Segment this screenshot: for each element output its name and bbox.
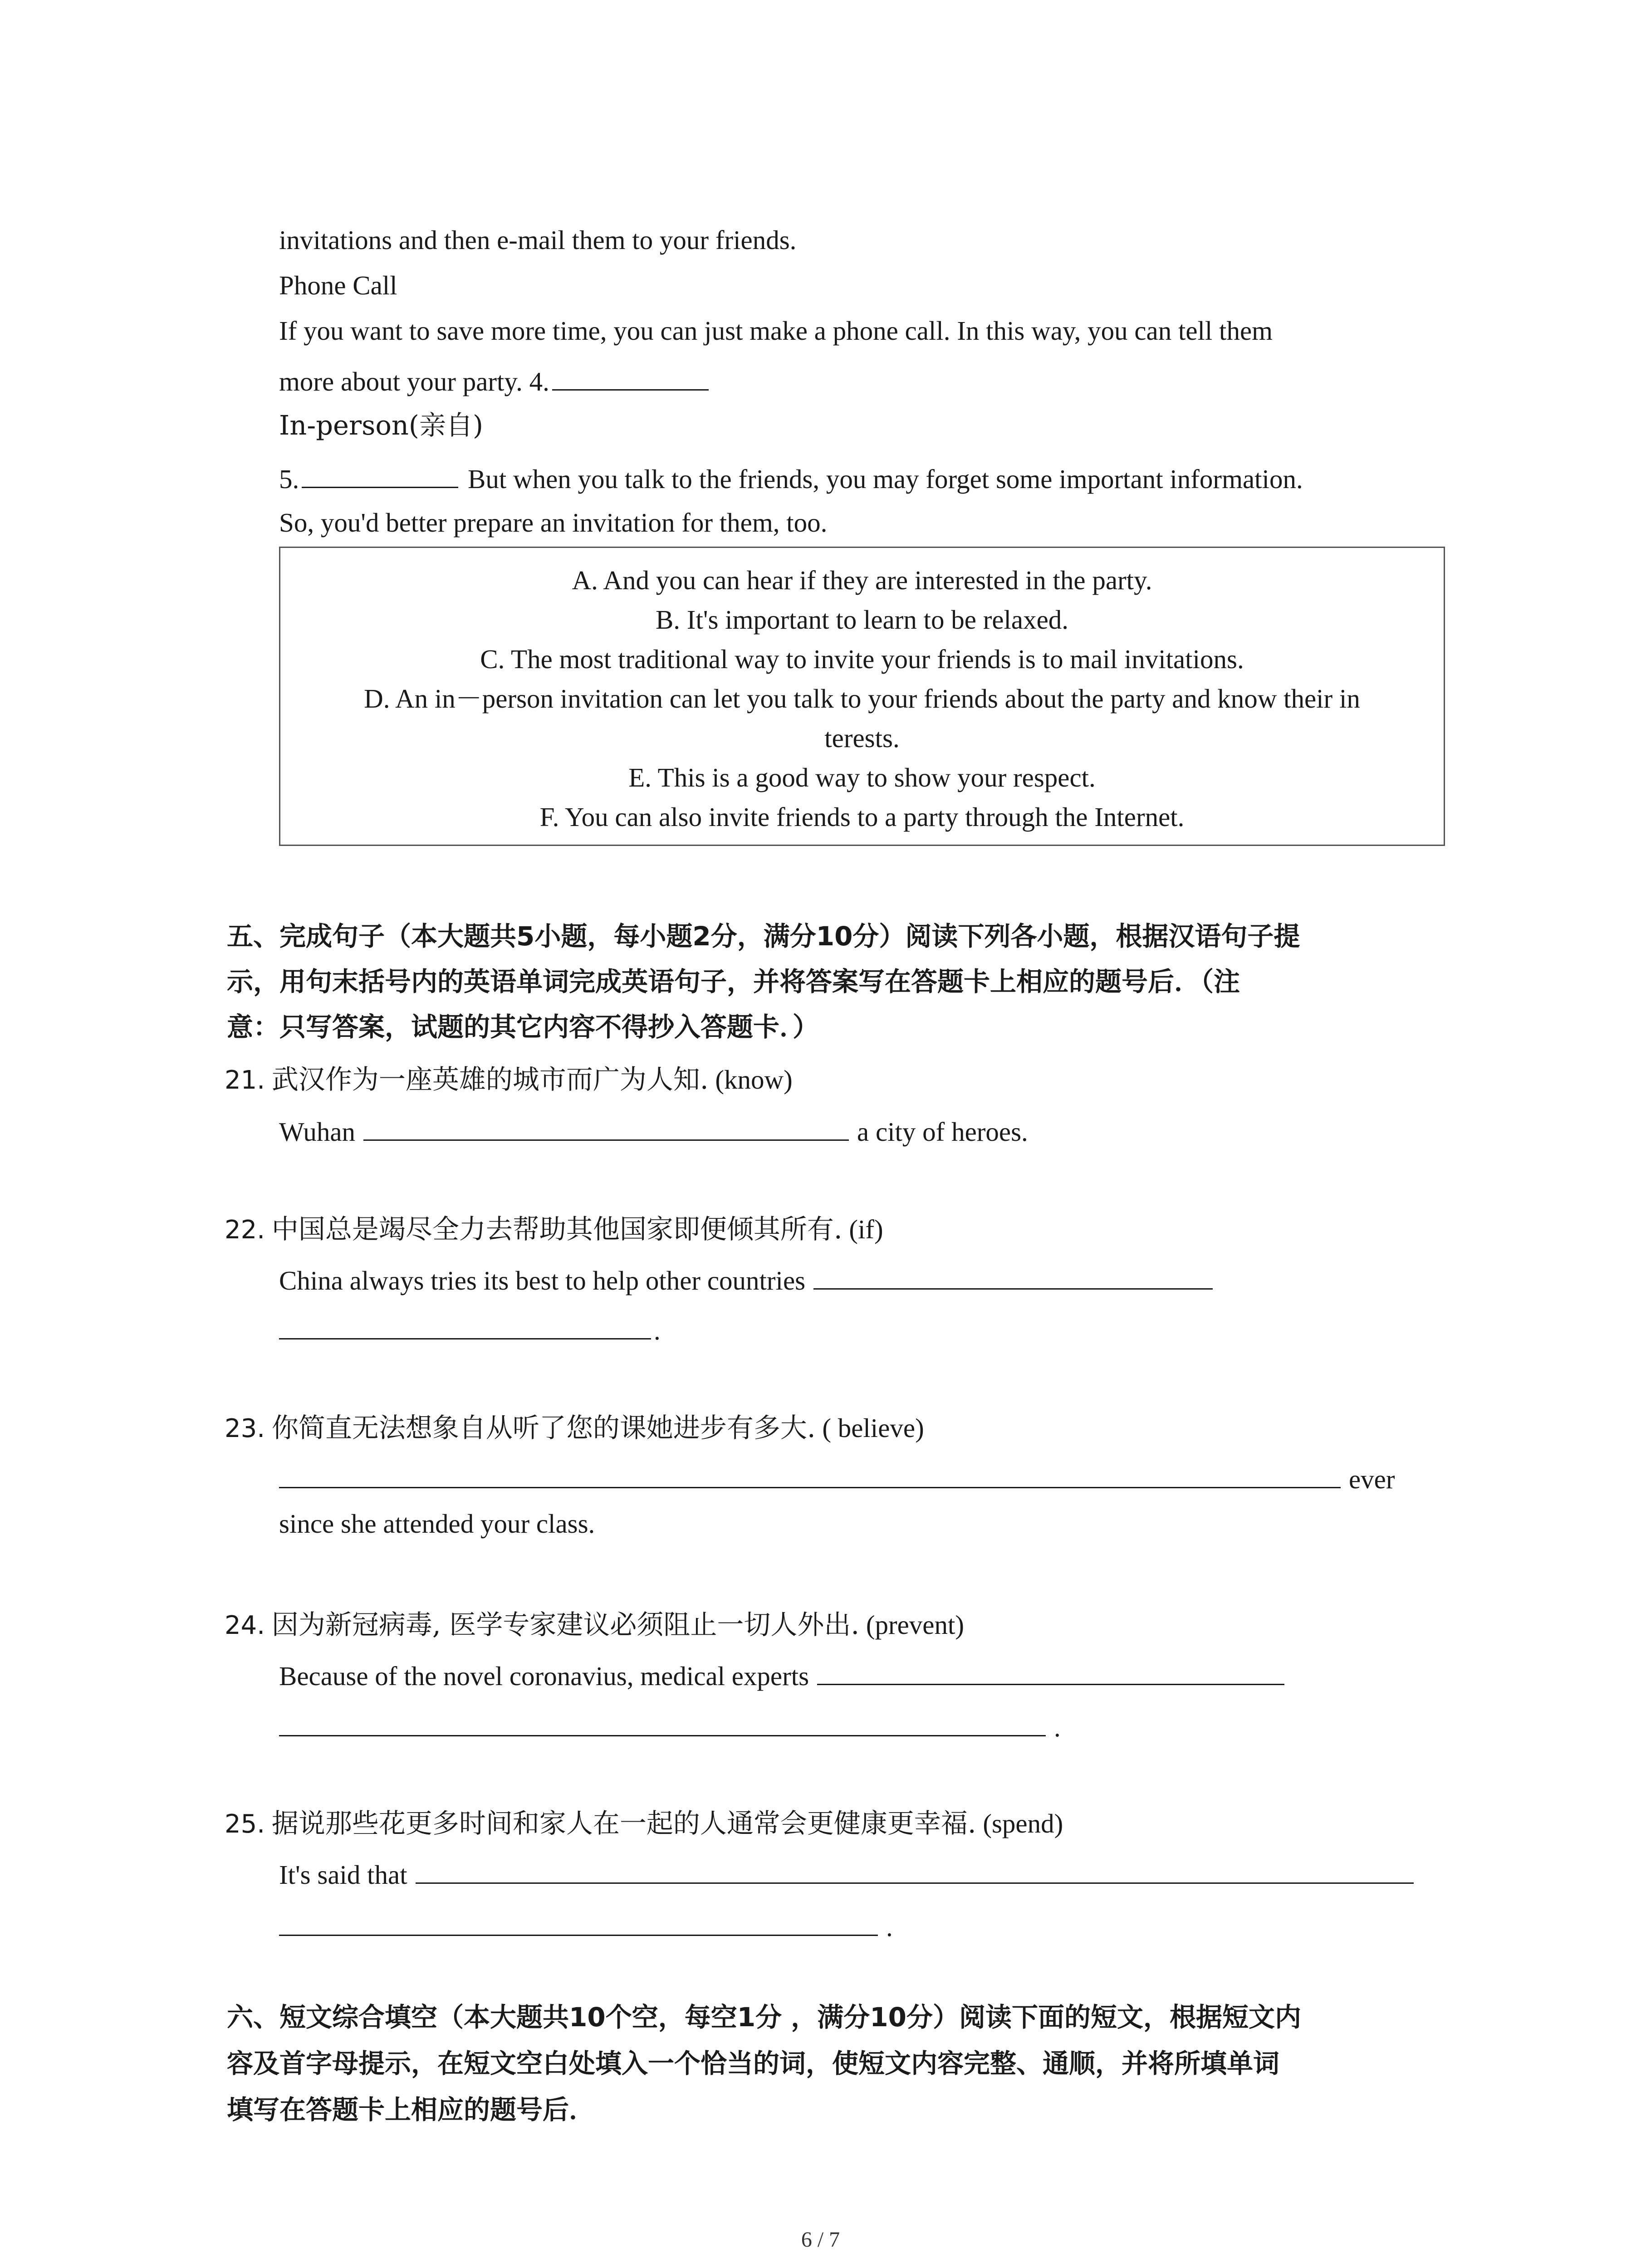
answer-blank-22a[interactable] — [813, 1266, 1213, 1290]
passage-line: So, you'd better prepare an invitation for them, too. — [279, 508, 828, 538]
section-5-instructions: 意：只写答案，试题的其它内容不得抄入答题卡．） — [227, 1012, 819, 1042]
section-5-instructions: 五、完成句子（本大题共5小题，每小题2分，满分10分）阅读下列各小题，根据汉语句子提 — [227, 921, 1300, 952]
question-22-answer-line — [279, 1266, 1215, 1294]
passage-line-q5 — [279, 464, 1303, 493]
section-6-instructions: 容及首字母提示，在短文空白处填入一个恰当的词，使短文内容完整、通顺，并将所填单词 — [227, 2048, 1280, 2079]
question-24-answer-line — [279, 1661, 1287, 1690]
question-21-answer-line — [279, 1117, 1028, 1145]
section-heading-in-person: In-person(亲自) — [279, 410, 483, 441]
keyword-hint: (know) — [708, 1065, 793, 1095]
question-23-answer-line-2: since she attended your class. — [279, 1509, 595, 1539]
answer-blank-21[interactable] — [363, 1117, 849, 1141]
question-25-answer-line — [279, 1860, 1416, 1888]
question-number: 23. — [225, 1414, 265, 1443]
question-22-prompt — [225, 1213, 883, 1245]
passage-line: invitations and then e-mail them to your friends. — [279, 225, 797, 255]
page-number: 6 / 7 — [801, 2228, 840, 2252]
answer-blank-25b[interactable] — [279, 1912, 878, 1936]
option-b: B. It's important to learn to be relaxed. — [655, 605, 1069, 635]
chinese-sentence: 据说那些花更多时间和家人在一起的人通常会更健康更幸福. — [271, 1808, 976, 1839]
answer-blank-24a[interactable] — [817, 1661, 1284, 1685]
section-5-instructions: 示，用句末括号内的英语单词完成英语句子，并将答案写在答题卡上相应的题号后．（注 — [227, 966, 1240, 997]
question-number: 25. — [225, 1809, 265, 1839]
passage-line: If you want to save more time, you can just make a phone call. In this way, you can tell them — [279, 316, 1273, 346]
keyword-hint: (prevent) — [859, 1610, 965, 1640]
question-24-answer-line-2 — [279, 1712, 1061, 1741]
question-25-prompt — [225, 1810, 1063, 1837]
question-22-answer-line-2 — [279, 1315, 661, 1344]
question-23-prompt — [225, 1414, 924, 1442]
keyword-hint: (if) — [842, 1214, 883, 1244]
chinese-sentence: 因为新冠病毒, 医学专家建议必须阻止一切人外出. — [271, 1609, 860, 1640]
option-c: C. The most traditional way to invite your friends is to mail invitations. — [480, 644, 1244, 674]
answer-blank-24b[interactable] — [279, 1712, 1046, 1736]
answer-blank-4[interactable] — [552, 367, 709, 391]
section-6-instructions: 填写在答题卡上相应的题号后． — [227, 2094, 596, 2125]
passage-text: more about your party. 4. — [279, 367, 549, 396]
sentence-end: a city of heroes. — [857, 1117, 1028, 1147]
answer-blank-5[interactable] — [302, 464, 458, 488]
question-number: 5. — [279, 464, 299, 494]
section-heading-phone-call: Phone Call — [279, 270, 397, 300]
question-25-answer-line-2 — [279, 1912, 893, 1941]
option-f: F. You can also invite friends to a party through the Internet. — [539, 802, 1185, 832]
sentence-start: Because of the novel coronavius, medical experts — [279, 1661, 809, 1691]
sentence-start: Wuhan — [279, 1117, 356, 1147]
chinese-sentence: 武汉作为一座英雄的城市而广为人知. — [271, 1064, 709, 1095]
answer-blank-22b[interactable] — [279, 1315, 651, 1339]
sentence-end: ever — [1349, 1464, 1395, 1494]
passage-line-q4 — [279, 367, 711, 395]
question-number: 21. — [225, 1066, 265, 1095]
keyword-hint: (spend) — [976, 1809, 1063, 1838]
sentence-end: . — [1054, 1712, 1061, 1742]
keyword-hint: ( believe) — [815, 1413, 924, 1443]
section-6-instructions: 六、短文综合填空（本大题共10个空，每空1分 ，满分10分）阅读下面的短文，根据短文内 — [227, 2002, 1301, 2033]
option-e: E. This is a good way to show your respect. — [628, 763, 1096, 792]
option-d: D. An in－person invitation can let you talk to your friends about the party and know their in — [364, 684, 1360, 714]
chinese-sentence: 你简直无法想象自从听了您的课她进步有多大. — [271, 1412, 816, 1443]
option-a: A. And you can hear if they are interested in the party. — [572, 565, 1152, 595]
question-24-prompt — [225, 1611, 964, 1638]
sentence-start: China always tries its best to help other countries — [279, 1266, 806, 1295]
answer-blank-23[interactable] — [279, 1464, 1341, 1488]
passage-text: But when you talk to the friends, you may forget some important information. — [468, 464, 1303, 494]
question-21-prompt — [225, 1066, 793, 1093]
chinese-sentence: 中国总是竭尽全力去帮助其他国家即便倾其所有. — [271, 1213, 843, 1245]
option-d-continued: terests. — [824, 723, 900, 753]
sentence-start: It's said that — [279, 1860, 407, 1890]
question-number: 24. — [225, 1611, 265, 1640]
question-23-answer-line — [279, 1464, 1395, 1493]
question-number: 22. — [225, 1215, 265, 1245]
answer-blank-25a[interactable] — [416, 1860, 1414, 1884]
options-box — [279, 547, 1445, 846]
sentence-end: . — [654, 1315, 661, 1345]
sentence-end: . — [886, 1912, 893, 1942]
